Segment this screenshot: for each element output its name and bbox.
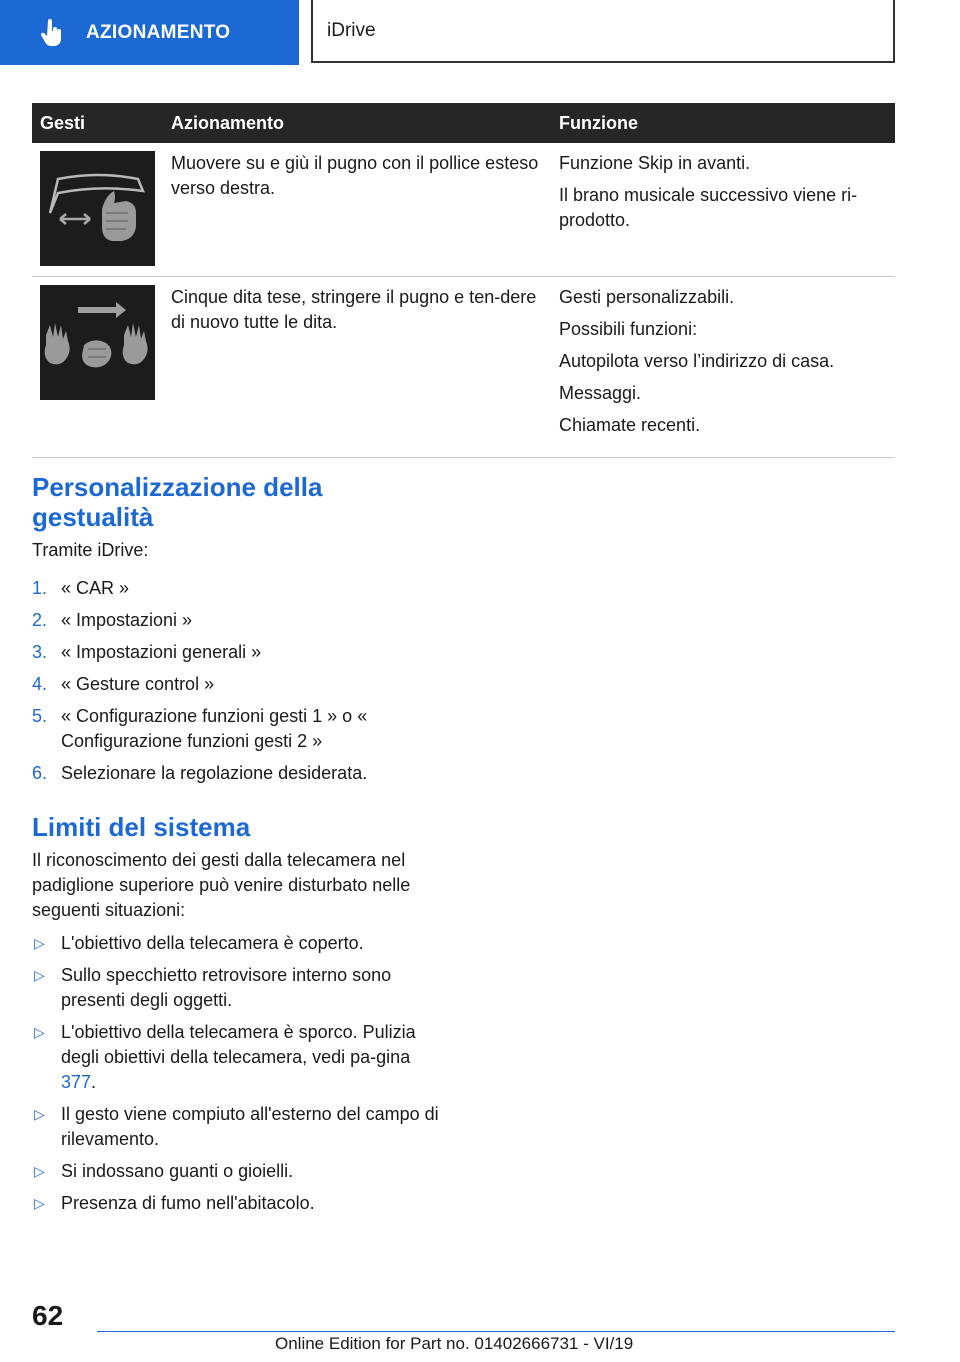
step-number: 4. xyxy=(32,674,48,694)
list-item xyxy=(32,608,452,633)
funzione-text: Chiamate recenti. xyxy=(559,415,701,435)
triangle-bullet-icon: ▷ xyxy=(34,1195,45,1211)
azionamento-cell: Muovere su e giù il pugno con il pollice esteso verso destra. xyxy=(163,143,551,277)
table-header-row xyxy=(32,103,895,143)
page-link[interactable]: 377 xyxy=(61,1072,92,1092)
gesture-skip-image xyxy=(40,151,155,266)
list-item xyxy=(32,576,452,601)
page-number: 62 xyxy=(32,1300,64,1331)
gestures-table xyxy=(32,103,895,458)
bullet-text: Sullo specchietto retrovisore interno sono presenti degli oggetti. xyxy=(61,965,392,1010)
column-header-funzione: Funzione xyxy=(551,103,895,143)
step-text: « Impostazioni generali » xyxy=(61,642,262,662)
funzione-text: Funzione Skip in avanti. xyxy=(559,153,751,173)
limiti-intro: Il riconoscimento dei gesti dalla telecamera nel padiglione superiore può venire disturbato nelle seguenti situazioni: xyxy=(32,850,411,920)
triangle-bullet-icon: ▷ xyxy=(34,1106,45,1122)
list-item xyxy=(32,704,391,754)
gesture-custom-image xyxy=(40,285,155,400)
list-item xyxy=(32,1102,461,1152)
step-text: « CAR » xyxy=(61,578,130,598)
heading-limiti: Limiti del sistema xyxy=(32,812,251,842)
footer-divider xyxy=(97,1331,895,1332)
funzione-cell xyxy=(551,143,895,277)
step-text: « Configurazione funzioni gesti 1 » o « Configurazione funzioni gesti 2 » xyxy=(61,706,368,751)
funzione-text: Gesti personalizzabili. xyxy=(559,287,735,307)
bullet-text: L'obiettivo della telecamera è coperto. xyxy=(61,933,364,953)
table-row xyxy=(32,277,895,458)
azionamento-cell: Cinque dita tese, stringere il pugno e ten-dere di nuovo tutte le dita. xyxy=(163,277,551,458)
step-number: 3. xyxy=(32,642,48,662)
funzione-text: Autopilota verso l’indirizzo di casa. xyxy=(559,351,835,371)
bullet-text: Il gesto viene compiuto all'esterno del campo di rilevamento. xyxy=(61,1104,439,1149)
step-text: Selezionare la regolazione desiderata. xyxy=(61,763,368,783)
list-item xyxy=(32,761,452,786)
funzione-text: Possibili funzioni: xyxy=(559,319,698,339)
step-number: 1. xyxy=(32,578,48,598)
step-text: « Gesture control » xyxy=(61,674,215,694)
footer-edition: Online Edition for Part no. 01402666731 - VI/19 xyxy=(275,1334,634,1353)
steps-list xyxy=(32,576,452,793)
bullet-text: . xyxy=(91,1072,97,1092)
chapter-title: iDrive xyxy=(327,19,376,41)
limits-list xyxy=(32,931,452,1223)
list-item xyxy=(32,640,452,665)
list-item xyxy=(32,931,452,956)
heading-line: Personalizzazione della xyxy=(32,472,323,502)
triangle-bullet-icon: ▷ xyxy=(34,967,45,983)
heading-line: gestualità xyxy=(32,502,154,532)
step-text: « Impostazioni » xyxy=(61,610,193,630)
funzione-text: Messaggi. xyxy=(559,383,642,403)
bullet-text: Si indossano guanti o gioielli. xyxy=(61,1161,294,1181)
list-item xyxy=(32,963,431,1013)
list-item xyxy=(32,1159,452,1184)
triangle-bullet-icon: ▷ xyxy=(34,1024,45,1040)
bullet-text: L'obiettivo della telecamera è sporco. Pulizia degli obiettivi della telecamera, vedi pa-gina xyxy=(61,1022,416,1067)
step-number: 6. xyxy=(32,763,48,783)
column-header-gesti: Gesti xyxy=(32,103,163,143)
table-row xyxy=(32,143,895,277)
heading-personalizzazione xyxy=(32,472,322,532)
hand-pointer-icon xyxy=(38,19,66,47)
section-tab[interactable] xyxy=(0,0,299,65)
list-item xyxy=(32,1191,452,1216)
step-number: 2. xyxy=(32,610,48,630)
list-item xyxy=(32,672,452,697)
step-number: 5. xyxy=(32,706,48,726)
bullet-text: Presenza di fumo nell'abitacolo. xyxy=(61,1193,315,1213)
funzione-text: Il brano musicale successivo viene ri-prodotto. xyxy=(559,185,858,230)
column-header-azionamento: Azionamento xyxy=(163,103,551,143)
funzione-cell xyxy=(551,277,895,458)
section-title: AZIONAMENTO xyxy=(86,21,231,43)
chapter-header xyxy=(311,0,895,63)
list-item xyxy=(32,1020,441,1095)
triangle-bullet-icon: ▷ xyxy=(34,1163,45,1179)
triangle-bullet-icon: ▷ xyxy=(34,935,45,951)
intro-text: Tramite iDrive: xyxy=(32,540,149,560)
